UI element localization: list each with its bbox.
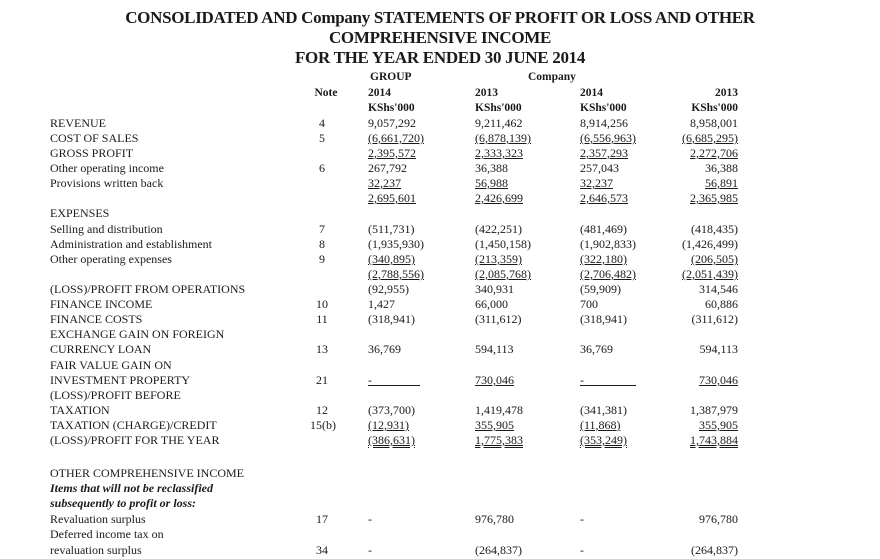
items-note-row-2 bbox=[0, 496, 880, 511]
row-label: Other operating expenses bbox=[50, 252, 172, 266]
row-note: 5 bbox=[319, 131, 325, 145]
row-label: Administration and establishment bbox=[50, 237, 212, 251]
subheading: Items that will not be reclassified bbox=[50, 481, 214, 495]
row-value: (353,249) bbox=[580, 433, 627, 447]
cost-of-sales-row bbox=[0, 131, 880, 146]
row-value: 32,237 bbox=[368, 176, 401, 190]
row-value: 1,387,979 bbox=[690, 403, 738, 417]
row-value: 32,237 bbox=[580, 176, 613, 190]
oci-heading-row bbox=[0, 466, 880, 481]
row-value: (264,837) bbox=[475, 543, 522, 557]
admin-row bbox=[0, 237, 880, 252]
row-value: 2,357,293 bbox=[580, 146, 628, 160]
row-value: (12,931) bbox=[368, 418, 409, 432]
row-value: - bbox=[580, 373, 636, 388]
row-label: FINANCE COSTS bbox=[50, 312, 143, 326]
pbt-label-row bbox=[0, 388, 880, 403]
row-value: (1,426,499) bbox=[682, 237, 738, 251]
row-value: 730,046 bbox=[475, 373, 514, 387]
row-label: Deferred income tax on bbox=[50, 527, 164, 541]
row-value: (11,868) bbox=[580, 418, 621, 432]
row-label: GROSS PROFIT bbox=[50, 146, 134, 160]
row-value: (264,837) bbox=[691, 543, 738, 557]
row-label: (LOSS)/PROFIT FOR THE YEAR bbox=[50, 433, 220, 447]
row-label: Revaluation surplus bbox=[50, 512, 146, 526]
row-value: 56,988 bbox=[475, 176, 508, 190]
row-value: (340,895) bbox=[368, 252, 415, 266]
row-value: 1,743,884 bbox=[690, 433, 738, 447]
unit-heading: KShs'000 bbox=[368, 102, 415, 114]
row-value: 56,891 bbox=[705, 176, 738, 190]
items-note-row bbox=[0, 481, 880, 496]
row-value: 355,905 bbox=[475, 418, 514, 432]
row-value: 36,769 bbox=[580, 342, 613, 356]
row-label: INVESTMENT PROPERTY bbox=[50, 373, 191, 387]
row-note: 12 bbox=[316, 403, 328, 417]
row-value: (481,469) bbox=[580, 222, 627, 236]
unit-heading: KShs'000 bbox=[475, 102, 522, 114]
row-value: (2,051,439) bbox=[682, 267, 738, 281]
row-value: 976,780 bbox=[699, 512, 738, 526]
row-label: EXCHANGE GAIN ON FOREIGN bbox=[50, 327, 225, 341]
row-value: (373,700) bbox=[368, 403, 415, 417]
row-value: - bbox=[580, 543, 584, 557]
row-label: COST OF SALES bbox=[50, 131, 139, 145]
row-value: 1,419,478 bbox=[475, 403, 523, 417]
expenses-heading-row bbox=[0, 206, 880, 221]
row-value: 1,775,383 bbox=[475, 433, 523, 447]
other-expenses-row bbox=[0, 252, 880, 267]
unit-heading: KShs'000 bbox=[580, 102, 627, 114]
row-label: (LOSS)/PROFIT FROM OPERATIONS bbox=[50, 282, 246, 296]
row-note: 10 bbox=[316, 297, 328, 311]
revaluation-row bbox=[0, 512, 880, 527]
row-note: 15(b) bbox=[310, 418, 336, 432]
finance-costs-row bbox=[0, 312, 880, 327]
row-value: (1,935,930) bbox=[368, 237, 424, 251]
row-value: (418,435) bbox=[691, 222, 738, 236]
row-label: CURRENCY LOAN bbox=[50, 342, 152, 356]
group-heading: GROUP bbox=[370, 71, 412, 83]
row-value: 700 bbox=[580, 297, 598, 311]
column-year-header bbox=[0, 86, 880, 101]
row-value: (2,706,482) bbox=[580, 267, 636, 281]
section-heading: OTHER COMPREHENSIVE INCOME bbox=[50, 466, 245, 480]
row-value: (6,661,720) bbox=[368, 131, 424, 145]
year-heading: 2014 bbox=[580, 87, 603, 99]
row-value: (2,085,768) bbox=[475, 267, 531, 281]
row-value: (311,612) bbox=[475, 312, 522, 326]
pbt-row bbox=[0, 403, 880, 418]
section-heading: EXPENSES bbox=[50, 206, 110, 220]
row-value: 2,395,572 bbox=[368, 146, 416, 160]
fair-value-row bbox=[0, 373, 880, 388]
operations-row bbox=[0, 282, 880, 297]
row-value: - bbox=[368, 373, 420, 388]
row-value: (59,909) bbox=[580, 282, 621, 296]
fx-gain-row bbox=[0, 342, 880, 357]
row-value: 257,043 bbox=[580, 161, 619, 175]
row-value: 2,272,706 bbox=[690, 146, 738, 160]
row-value: 976,780 bbox=[475, 512, 514, 526]
row-note: 4 bbox=[319, 116, 325, 130]
unit-heading: KShs'000 bbox=[691, 102, 738, 114]
year-heading: 2013 bbox=[475, 87, 498, 99]
provisions-row bbox=[0, 176, 880, 191]
subheading: subsequently to profit or loss: bbox=[50, 496, 197, 510]
row-value: (6,878,139) bbox=[475, 131, 531, 145]
deferred-tax-row bbox=[0, 543, 880, 558]
column-group-header bbox=[0, 70, 880, 85]
row-note: 21 bbox=[316, 373, 328, 387]
row-label: revaluation surplus bbox=[50, 543, 142, 557]
statement-title-line-2: COMPREHENSIVE INCOME bbox=[328, 28, 552, 47]
row-value: (511,731) bbox=[368, 222, 415, 236]
year-heading: 2014 bbox=[368, 87, 391, 99]
finance-income-row bbox=[0, 297, 880, 312]
row-value: 9,211,462 bbox=[475, 116, 523, 130]
row-value: 340,931 bbox=[475, 282, 514, 296]
row-note: 7 bbox=[319, 222, 325, 236]
year-heading: 2013 bbox=[715, 87, 738, 99]
row-value: (206,505) bbox=[691, 252, 738, 266]
row-value: 60,886 bbox=[705, 297, 738, 311]
row-value: - bbox=[368, 512, 372, 526]
row-label: Selling and distribution bbox=[50, 222, 163, 236]
row-value: (318,941) bbox=[368, 312, 415, 326]
row-note: 9 bbox=[319, 252, 325, 266]
row-value: (1,450,158) bbox=[475, 237, 531, 251]
row-value: 2,646,573 bbox=[580, 191, 628, 205]
row-value: 730,046 bbox=[699, 373, 738, 387]
row-label: (LOSS)/PROFIT BEFORE bbox=[50, 388, 181, 402]
row-value: 8,958,001 bbox=[690, 116, 738, 130]
row-label: FINANCE INCOME bbox=[50, 297, 153, 311]
row-value: (6,556,963) bbox=[580, 131, 636, 145]
tax-row bbox=[0, 418, 880, 433]
row-value: 36,388 bbox=[705, 161, 738, 175]
row-value: 1,427 bbox=[368, 297, 395, 311]
row-value: 8,914,256 bbox=[580, 116, 628, 130]
row-note: 6 bbox=[319, 161, 325, 175]
row-value: (1,902,833) bbox=[580, 237, 636, 251]
row-value: 314,546 bbox=[699, 282, 738, 296]
row-value: (213,359) bbox=[475, 252, 522, 266]
row-value: (341,381) bbox=[580, 403, 627, 417]
row-note: 13 bbox=[316, 342, 328, 356]
statement-title-line-3: FOR THE YEAR ENDED 30 JUNE 2014 bbox=[294, 48, 586, 67]
gross-profit-row bbox=[0, 146, 880, 161]
row-value: - bbox=[368, 543, 372, 557]
revenue-row bbox=[0, 116, 880, 131]
column-unit-header bbox=[0, 101, 880, 116]
row-label: TAXATION (CHARGE)/CREDIT bbox=[50, 418, 217, 432]
row-value: (92,955) bbox=[368, 282, 409, 296]
row-value: 36,769 bbox=[368, 342, 401, 356]
row-note: 17 bbox=[316, 512, 328, 526]
row-value: 66,000 bbox=[475, 297, 508, 311]
row-value: 2,426,699 bbox=[475, 191, 523, 205]
row-label: Provisions written back bbox=[50, 176, 164, 190]
row-value: (322,180) bbox=[580, 252, 627, 266]
other-operating-income-row bbox=[0, 161, 880, 176]
selling-row bbox=[0, 222, 880, 237]
row-value: 36,388 bbox=[475, 161, 508, 175]
row-note: 34 bbox=[316, 543, 328, 557]
row-value: (6,685,295) bbox=[682, 131, 738, 145]
row-value: 355,905 bbox=[699, 418, 738, 432]
fair-value-label-row bbox=[0, 358, 880, 373]
row-value: (318,941) bbox=[580, 312, 627, 326]
row-value: 2,333,323 bbox=[475, 146, 523, 160]
statement-title-line-1: CONSOLIDATED AND Company STATEMENTS OF PROFIT OR LOSS AND OTHER bbox=[125, 8, 755, 27]
note-heading: Note bbox=[314, 87, 338, 99]
row-label: REVENUE bbox=[50, 116, 106, 130]
company-heading: Company bbox=[528, 71, 576, 83]
row-value: (311,612) bbox=[691, 312, 738, 326]
row-label: TAXATION bbox=[50, 403, 110, 417]
row-value: 594,113 bbox=[475, 342, 514, 356]
row-note: 11 bbox=[316, 312, 328, 326]
fx-gain-label-row bbox=[0, 327, 880, 342]
deferred-tax-label-row bbox=[0, 527, 880, 542]
row-value: (422,251) bbox=[475, 222, 522, 236]
subtotal-income-row bbox=[0, 191, 880, 206]
row-label: FAIR VALUE GAIN ON bbox=[50, 358, 172, 372]
row-value: 2,365,985 bbox=[690, 191, 738, 205]
row-note: 8 bbox=[319, 237, 325, 251]
subtotal-expenses-row bbox=[0, 267, 880, 282]
row-value: 9,057,292 bbox=[368, 116, 416, 130]
row-label: Other operating income bbox=[50, 161, 164, 175]
row-value: 2,695,601 bbox=[368, 191, 416, 205]
net-result-row bbox=[0, 433, 880, 448]
row-value: (386,631) bbox=[368, 433, 415, 447]
row-value: 267,792 bbox=[368, 161, 407, 175]
row-value: 594,113 bbox=[699, 342, 738, 356]
row-value: - bbox=[580, 512, 584, 526]
row-value: (2,788,556) bbox=[368, 267, 424, 281]
